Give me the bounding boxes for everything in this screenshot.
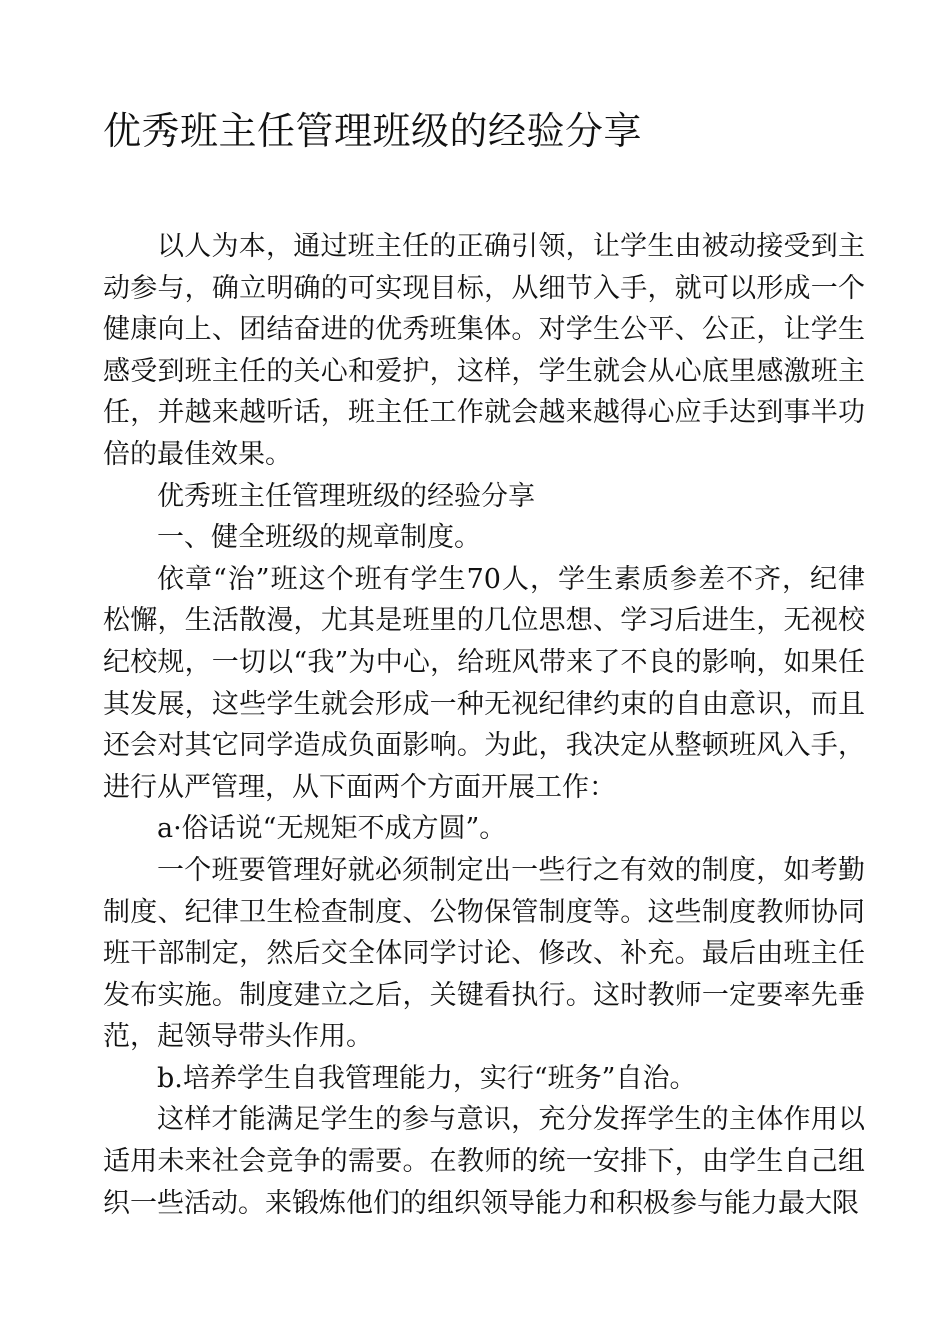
subheading-b: b.培养学生自我管理能力，实行“班务”自治。	[157, 1062, 697, 1094]
subheading-a: a·俗话说“无规矩不成方圆”。	[157, 813, 507, 845]
section-heading-1: 一、健全班级的规章制度。	[157, 522, 481, 554]
document-title: 优秀班主任管理班级的经验分享	[103, 109, 643, 153]
paragraph-self-management: 这样才能满足学生的参与意识，充分发挥学生的主体作用以适用未来社会竞争的需要。在教师的统一安排下，由学生自己组织一些活动。来锻炼他们的组织领导能力和积极参与能力最大限	[103, 1104, 865, 1219]
document-body	[103, 226, 865, 1224]
paragraph-subtitle: 优秀班主任管理班级的经验分享	[157, 480, 535, 512]
paragraph-intro: 以人为本，通过班主任的正确引领，让学生由被动接受到主动参与，确立明确的可实现目标，从细节入手，就可以形成一个健康向上、团结奋进的优秀班集体。对学生公平、公正，让学生感受到班主任的关心和爱护，这样，学生就会从心底里感激班主任，并越来越听话，班主任工作就会越来越得心应手达到事半功倍的最佳效果。	[103, 231, 865, 470]
paragraph-class-situation: 依章“治”班这个班有学生70人，学生素质参差不齐，纪律松懈，生活散漫，尤其是班里的几位思想、学习后进生，无视校纪校规，一切以“我”为中心，给班风带来了不良的影响，如果任其发展，这些学生就会形成一种无视纪律约束的自由意识，而且还会对其它同学造成负面影响。为此，我决定从整顿班风入手，进行从严管理，从下面两个方面开展工作：	[103, 563, 865, 803]
paragraph-rules: 一个班要管理好就必须制定出一些行之有效的制度，如考勤制度、纪律卫生检查制度、公物保管制度等。这些制度教师协同班干部制定，然后交全体同学讨论、修改、补充。最后由班主任发布实施。制度建立之后，关键看执行。这时教师一定要率先垂范，起领导带头作用。	[103, 854, 865, 1053]
